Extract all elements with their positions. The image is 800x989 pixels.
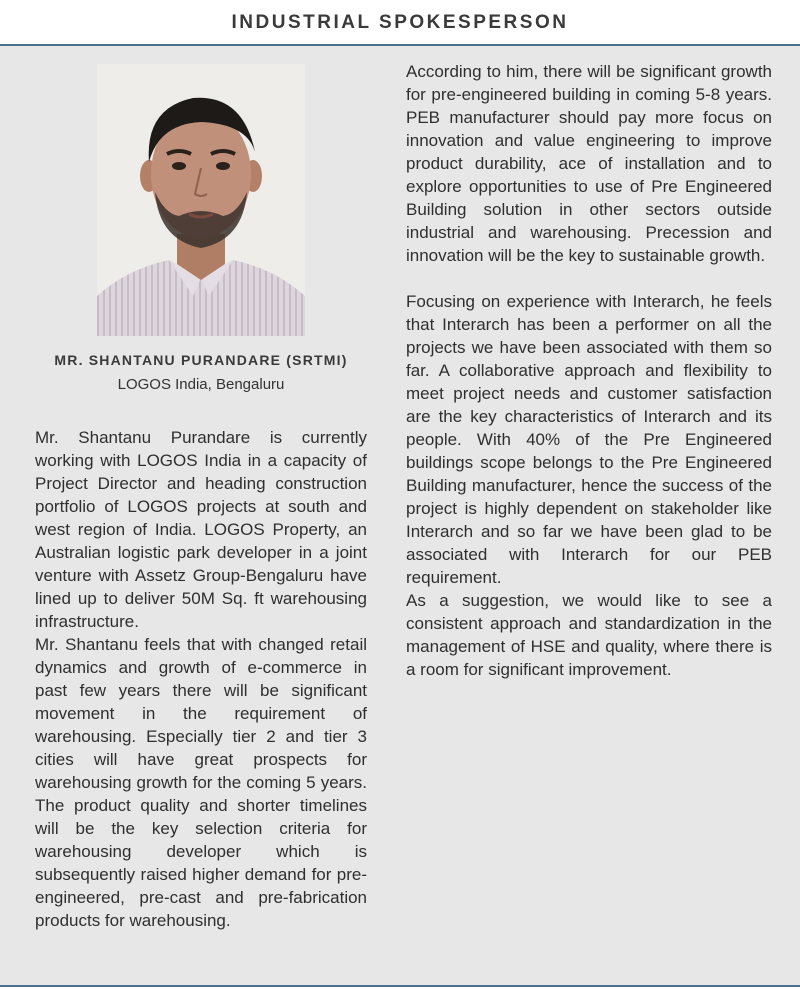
portrait-photo <box>97 64 305 336</box>
page-header <box>0 0 800 46</box>
page-title: INDUSTRIAL SPOKESPERSON <box>231 12 569 33</box>
paragraph: According to him, there will be significant growth for pre-engineered building in coming 5-8 years. PEB manufacturer should pay more focus on innovation and value engineering to improve product durability, ace of installation and to explore opportunities to use of Pre Engineered Building solution in other sectors outside industrial and warehousing. Precession and innovation will be the key to sustainable growth. <box>406 62 772 265</box>
paragraph: Focusing on experience with Interarch, he feels that Interarch has been a performer on all the projects we have been associated with them so far. A collaborative approach and flexibility to meet project needs and customer satisfaction are the key characteristics of Interarch and its people. With 40% of the Pre Engineered buildings scope belongs to the Pre Engineered Building manufacturer, hence the success of the project is highly dependent on stakeholder like Interarch and so far we have been glad to be associated with Interarch for our PEB requirement. <box>406 292 772 587</box>
bottom-divider <box>0 985 800 987</box>
spokesperson-company: LOGOS India, Bengaluru <box>117 376 285 393</box>
right-column <box>406 60 772 681</box>
paragraph: Mr. Shantanu Purandare is currently working with LOGOS India in a capacity of Project Director and heading construction portfolio of LOGOS projects at south and west region of India. LOGOS Property, an Australian logistic park developer in a joint venture with Assetz Group-Bengaluru have lined up to deliver 50M Sq. ft warehousing infrastructure. <box>35 428 367 631</box>
content-panel <box>0 46 800 985</box>
left-body-text <box>35 426 367 932</box>
paragraph: Mr. Shantanu feels that with changed retail dynamics and growth of e-commerce in past few years there will be significant movement in the requirement of warehousing. Especially tier 2 and tier 3 cities will have great prospects for warehousing growth for the coming 5 years. The product quality and shorter timelines will be the key selection criteria for warehousing developer which is subsequently raised higher demand for pre-engineered, pre-cast and pre-fabrication products for warehousing. <box>35 635 367 930</box>
paragraph: As a suggestion, we would like to see a consistent approach and standardization in the management of HSE and quality, where there is a room for significant improvement. <box>406 591 772 679</box>
spokesperson-name: MR. SHANTANU PURANDARE (SRTMI) <box>54 352 348 368</box>
